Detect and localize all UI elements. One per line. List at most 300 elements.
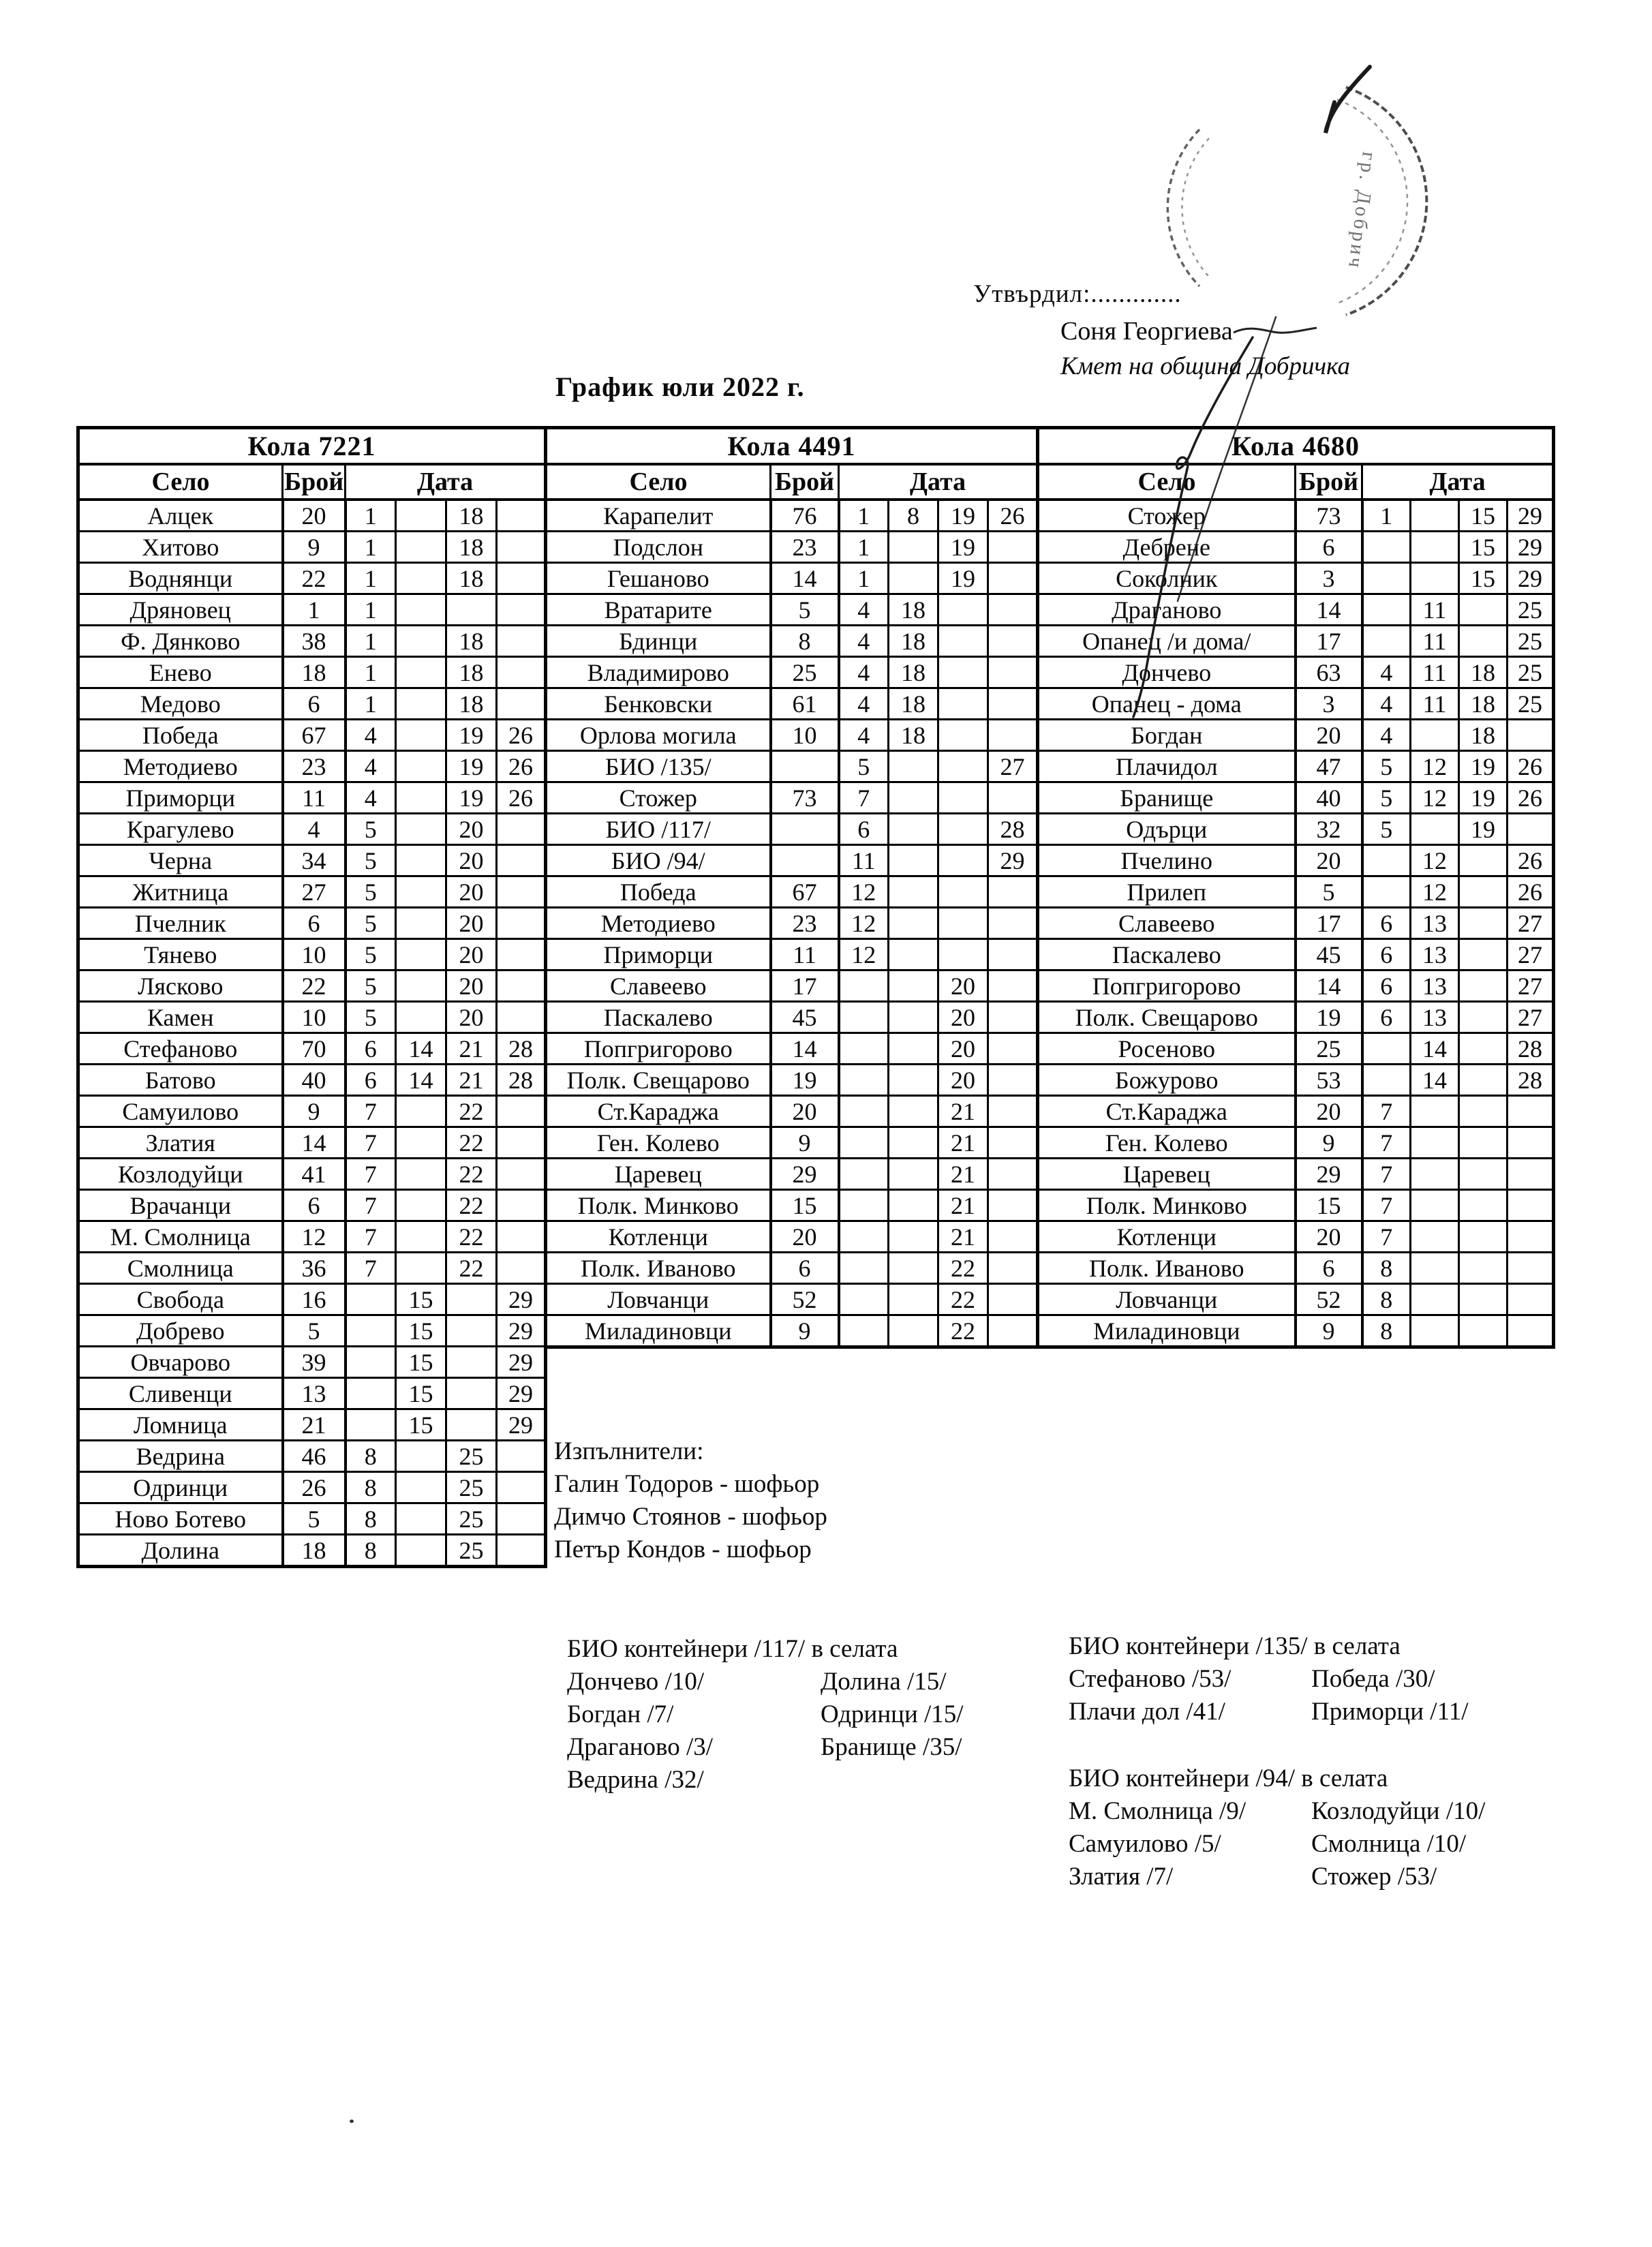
count-cell: 9 [1296, 1127, 1362, 1159]
table-header-row [546, 464, 1038, 500]
count-cell: 6 [1296, 532, 1362, 563]
village-cell: Овчарово [78, 1347, 283, 1378]
bio-column [1069, 1663, 1311, 1728]
approver-name: Соня Георгиева [1060, 317, 1233, 346]
date-cell [889, 1096, 938, 1127]
bio-column [821, 1666, 964, 1797]
count-cell: 10 [283, 1002, 346, 1033]
village-cell: Одърци [1038, 814, 1296, 845]
date-cell: 19 [1459, 782, 1508, 814]
date-cell [1459, 908, 1508, 939]
date-cell: 27 [1508, 1002, 1554, 1033]
date-cell: 7 [1362, 1190, 1411, 1221]
date-cell: 14 [1411, 1033, 1459, 1065]
village-cell: Камен [78, 1002, 283, 1033]
count-cell: 14 [771, 563, 839, 594]
count-cell: 23 [771, 908, 839, 939]
date-cell [396, 1190, 446, 1221]
village-cell: Алцек [78, 500, 283, 532]
date-cell [889, 970, 938, 1002]
stamp-left-arc-icon [1167, 129, 1199, 286]
date-cell [1459, 1127, 1508, 1159]
date-cell [839, 1096, 889, 1127]
table-row [1038, 845, 1554, 876]
count-cell: 20 [283, 500, 346, 532]
table-row [78, 782, 546, 814]
village-cell: БИО /135/ [546, 751, 771, 782]
date-cell: 15 [396, 1378, 446, 1409]
village-cell: Росеново [1038, 1033, 1296, 1065]
date-cell [497, 1535, 546, 1567]
date-cell [497, 908, 546, 939]
date-cell [497, 845, 546, 876]
date-cell: 26 [1508, 782, 1554, 814]
village-cell: Котленци [546, 1221, 771, 1253]
count-cell: 40 [1296, 782, 1362, 814]
village-cell: Полк. Минково [546, 1190, 771, 1221]
date-cell [346, 1315, 396, 1347]
table-row [546, 1253, 1038, 1284]
date-cell [1508, 1096, 1554, 1127]
bio-item: Драганово /3/ [567, 1733, 714, 1761]
date-cell: 22 [446, 1253, 497, 1284]
date-cell [1411, 1221, 1459, 1253]
date-cell: 8 [346, 1472, 396, 1503]
column-header-count: Брой [1296, 464, 1362, 500]
approver-title: Кмет на община Добричка [1060, 352, 1351, 380]
table-row [78, 845, 546, 876]
date-cell [988, 876, 1038, 908]
date-cell: 19 [938, 563, 988, 594]
date-cell [839, 1127, 889, 1159]
date-cell: 21 [938, 1096, 988, 1127]
date-cell [497, 688, 546, 720]
table-row [78, 814, 546, 845]
date-cell: 6 [1362, 1002, 1411, 1033]
village-cell: Ловчанци [1038, 1284, 1296, 1315]
date-cell: 11 [1411, 657, 1459, 688]
village-cell: Приморци [546, 939, 771, 970]
stamp-text: гр. Добрич [1343, 151, 1380, 272]
table-row [1038, 908, 1554, 939]
date-cell [1459, 1221, 1508, 1253]
date-cell: 19 [446, 782, 497, 814]
date-cell [938, 626, 988, 657]
date-cell: 1 [346, 594, 396, 626]
date-cell [446, 594, 497, 626]
date-cell [1459, 1284, 1508, 1315]
scan-speck [350, 2120, 354, 2123]
table-row [78, 1127, 546, 1159]
date-cell [988, 1127, 1038, 1159]
date-cell: 5 [346, 1002, 396, 1033]
table-row [78, 1221, 546, 1253]
date-cell: 22 [938, 1284, 988, 1315]
date-cell [497, 939, 546, 970]
date-cell: 18 [889, 594, 938, 626]
bio-column [1311, 1795, 1485, 1893]
executor-item: Галин Тодоров - шофьор [554, 1470, 820, 1498]
date-cell [938, 751, 988, 782]
date-cell [396, 751, 446, 782]
bio-columns [567, 1666, 964, 1797]
date-cell: 15 [1459, 532, 1508, 563]
date-cell [396, 688, 446, 720]
table-title-row [546, 428, 1038, 465]
village-cell: Стожер [1038, 500, 1296, 532]
date-cell [889, 1127, 938, 1159]
count-cell: 10 [771, 720, 839, 751]
date-cell [988, 1253, 1038, 1284]
village-cell: Стожер [546, 782, 771, 814]
date-cell [889, 845, 938, 876]
schedule-table-kola-4491 [544, 426, 1036, 1349]
count-cell: 76 [771, 500, 839, 532]
date-cell: 28 [1508, 1065, 1554, 1096]
date-cell [889, 939, 938, 970]
signature-underline-icon [1234, 328, 1317, 333]
date-cell [988, 970, 1038, 1002]
date-cell [988, 1159, 1038, 1190]
date-cell: 8 [1362, 1253, 1411, 1284]
date-cell [346, 1284, 396, 1315]
date-cell [396, 532, 446, 563]
count-cell: 5 [1296, 876, 1362, 908]
date-cell: 13 [1411, 970, 1459, 1002]
count-cell: 39 [283, 1347, 346, 1378]
village-cell: Козлодуйци [78, 1159, 283, 1190]
count-cell: 6 [771, 1253, 839, 1284]
village-cell: Методиево [546, 908, 771, 939]
date-cell: 19 [938, 500, 988, 532]
count-cell: 53 [1296, 1065, 1362, 1096]
date-cell [839, 970, 889, 1002]
village-cell: Бдинци [546, 626, 771, 657]
date-cell [889, 782, 938, 814]
bio-section-94 [1069, 1762, 1485, 1893]
count-cell: 11 [771, 939, 839, 970]
column-header-date: Дата [346, 464, 546, 500]
count-cell: 73 [771, 782, 839, 814]
table-row [78, 970, 546, 1002]
village-cell: М. Смолница [78, 1221, 283, 1253]
bio-item: Плачи дол /41/ [1069, 1698, 1225, 1726]
stamp-left-arc-inner-icon [1182, 138, 1209, 277]
date-cell [1411, 1096, 1459, 1127]
date-cell [1459, 1253, 1508, 1284]
village-cell: Славеево [1038, 908, 1296, 939]
column-header-date: Дата [1362, 464, 1554, 500]
table-row [78, 1159, 546, 1190]
date-cell [988, 1221, 1038, 1253]
village-cell: Прилеп [1038, 876, 1296, 908]
date-cell [1459, 876, 1508, 908]
date-cell [1459, 1065, 1508, 1096]
date-cell: 21 [446, 1033, 497, 1065]
date-cell [839, 1159, 889, 1190]
bio-columns [1069, 1663, 1468, 1728]
count-cell: 20 [1296, 1221, 1362, 1253]
table-row [1038, 1253, 1554, 1284]
table-row [78, 1002, 546, 1033]
village-cell: Методиево [78, 751, 283, 782]
bio-item: Стефаново /53/ [1069, 1665, 1232, 1693]
bio-item: Богдан /7/ [567, 1700, 674, 1728]
date-cell [1411, 532, 1459, 563]
date-cell [396, 876, 446, 908]
table-row [546, 814, 1038, 845]
date-cell [497, 657, 546, 688]
date-cell: 29 [988, 845, 1038, 876]
date-cell [1411, 814, 1459, 845]
bio-section-title: БИО контейнери /94/ в селата [1069, 1764, 1388, 1792]
date-cell: 1 [346, 500, 396, 532]
date-cell [1362, 532, 1411, 563]
date-cell: 19 [446, 720, 497, 751]
table-row [1038, 939, 1554, 970]
table-row [1038, 782, 1554, 814]
village-cell: Соколник [1038, 563, 1296, 594]
date-cell [1508, 1190, 1554, 1221]
date-cell [889, 563, 938, 594]
bio-item: Долина /15/ [821, 1668, 947, 1696]
date-cell [396, 1127, 446, 1159]
village-cell: Самуилово [78, 1096, 283, 1127]
date-cell: 29 [497, 1315, 546, 1347]
date-cell: 4 [1362, 688, 1411, 720]
date-cell [396, 814, 446, 845]
table-row [78, 594, 546, 626]
date-cell: 15 [396, 1315, 446, 1347]
date-cell [497, 1096, 546, 1127]
date-cell: 5 [346, 908, 396, 939]
count-cell: 5 [771, 594, 839, 626]
date-cell: 20 [446, 876, 497, 908]
date-cell: 28 [988, 814, 1038, 845]
date-cell [446, 1347, 497, 1378]
count-cell: 20 [771, 1221, 839, 1253]
date-cell: 28 [1508, 1033, 1554, 1065]
date-cell [396, 782, 446, 814]
date-cell: 5 [346, 939, 396, 970]
village-cell: Медово [78, 688, 283, 720]
column-header-count: Брой [283, 464, 346, 500]
date-cell: 27 [1508, 939, 1554, 970]
village-cell: Подслон [546, 532, 771, 563]
village-cell: Карапелит [546, 500, 771, 532]
table-row [78, 1535, 546, 1567]
column-header-count: Брой [771, 464, 839, 500]
date-cell [497, 1441, 546, 1472]
date-cell [396, 939, 446, 970]
date-cell: 18 [446, 688, 497, 720]
village-cell: Сливенци [78, 1378, 283, 1409]
date-cell [396, 1503, 446, 1535]
village-cell: Полк. Свещарово [1038, 1002, 1296, 1033]
date-cell: 13 [1411, 908, 1459, 939]
date-cell: 5 [346, 970, 396, 1002]
village-cell: Богдан [1038, 720, 1296, 751]
date-cell: 14 [396, 1033, 446, 1065]
count-cell: 19 [771, 1065, 839, 1096]
village-cell: Добрево [78, 1315, 283, 1347]
bio-section-117 [567, 1633, 964, 1797]
date-cell [1411, 563, 1459, 594]
date-cell [889, 751, 938, 782]
schedule-table [1036, 426, 1555, 1349]
date-cell: 7 [1362, 1096, 1411, 1127]
date-cell: 6 [1362, 939, 1411, 970]
bio-section-title: БИО контейнери /135/ в селата [1069, 1632, 1401, 1660]
table-row [546, 782, 1038, 814]
date-cell [938, 782, 988, 814]
date-cell: 7 [1362, 1127, 1411, 1159]
date-cell: 29 [1508, 563, 1554, 594]
table-row [1038, 1190, 1554, 1221]
date-cell: 4 [1362, 720, 1411, 751]
date-cell [839, 1065, 889, 1096]
date-cell [938, 688, 988, 720]
village-cell: Владимирово [546, 657, 771, 688]
date-cell: 25 [1508, 657, 1554, 688]
bio-item: М. Смолница /9/ [1069, 1797, 1246, 1825]
schedule-table-kola-4680 [1036, 426, 1552, 1349]
date-cell: 7 [1362, 1159, 1411, 1190]
date-cell [396, 1096, 446, 1127]
table-row [78, 1347, 546, 1378]
date-cell [1362, 1033, 1411, 1065]
table-row [1038, 563, 1554, 594]
village-cell: Приморци [78, 782, 283, 814]
date-cell [938, 814, 988, 845]
date-cell: 7 [346, 1096, 396, 1127]
date-cell: 4 [1362, 657, 1411, 688]
date-cell: 8 [346, 1441, 396, 1472]
date-cell [497, 876, 546, 908]
date-cell: 28 [497, 1065, 546, 1096]
date-cell [889, 876, 938, 908]
date-cell [889, 1159, 938, 1190]
table-row [78, 500, 546, 532]
village-cell: Полк. Иваново [546, 1253, 771, 1284]
table-row [78, 720, 546, 751]
village-cell: Смолница [78, 1253, 283, 1284]
date-cell [396, 1002, 446, 1033]
bio-section-title: БИО контейнери /117/ в селата [567, 1635, 898, 1663]
date-cell: 19 [1459, 751, 1508, 782]
date-cell: 8 [889, 500, 938, 532]
table-row [78, 1033, 546, 1065]
date-cell: 18 [889, 626, 938, 657]
bio-item: Бранище /35/ [821, 1733, 962, 1761]
date-cell [988, 657, 1038, 688]
count-cell: 67 [283, 720, 346, 751]
bio-item: Одринци /15/ [821, 1700, 964, 1728]
count-cell: 20 [1296, 1096, 1362, 1127]
count-cell: 11 [283, 782, 346, 814]
village-cell: Врачанци [78, 1190, 283, 1221]
date-cell: 14 [1411, 1065, 1459, 1096]
date-cell: 5 [346, 814, 396, 845]
date-cell: 12 [1411, 782, 1459, 814]
village-cell: Дончево [1038, 657, 1296, 688]
pen-flourish-icon [1326, 67, 1370, 133]
count-cell: 6 [283, 1190, 346, 1221]
village-cell: Ново Ботево [78, 1503, 283, 1535]
date-cell: 22 [938, 1253, 988, 1284]
village-cell: Миладиновци [1038, 1315, 1296, 1347]
table-row [546, 1002, 1038, 1033]
date-cell [839, 1253, 889, 1284]
bio-column [1311, 1663, 1468, 1728]
date-cell: 12 [1411, 751, 1459, 782]
table-title-row [1038, 428, 1554, 465]
date-cell [1362, 876, 1411, 908]
date-cell: 5 [1362, 782, 1411, 814]
date-cell [1411, 1127, 1459, 1159]
table-row [546, 720, 1038, 751]
count-cell: 5 [283, 1503, 346, 1535]
date-cell: 8 [1362, 1284, 1411, 1315]
date-cell [988, 1190, 1038, 1221]
count-cell: 9 [1296, 1315, 1362, 1347]
village-cell: Дебрене [1038, 532, 1296, 563]
date-cell: 7 [346, 1159, 396, 1190]
table-row [546, 1096, 1038, 1127]
date-cell [396, 970, 446, 1002]
date-cell [1459, 626, 1508, 657]
date-cell [497, 1472, 546, 1503]
date-cell [938, 657, 988, 688]
count-cell: 6 [283, 688, 346, 720]
count-cell: 6 [283, 908, 346, 939]
date-cell [396, 1253, 446, 1284]
date-cell: 1 [346, 563, 396, 594]
date-cell [446, 1284, 497, 1315]
count-cell [771, 845, 839, 876]
count-cell: 63 [1296, 657, 1362, 688]
count-cell: 61 [771, 688, 839, 720]
village-cell: Лясково [78, 970, 283, 1002]
village-cell: Попгригорово [1038, 970, 1296, 1002]
count-cell: 14 [771, 1033, 839, 1065]
date-cell: 1 [346, 688, 396, 720]
date-cell [889, 1033, 938, 1065]
column-header-village: Село [546, 464, 771, 500]
count-cell: 16 [283, 1284, 346, 1315]
count-cell: 17 [1296, 626, 1362, 657]
date-cell: 18 [1459, 688, 1508, 720]
executor-item: Димчо Стоянов - шофьор [554, 1503, 827, 1531]
date-cell: 12 [839, 939, 889, 970]
table-row [546, 1033, 1038, 1065]
count-cell: 34 [283, 845, 346, 876]
village-cell: Воднянци [78, 563, 283, 594]
table-row [78, 876, 546, 908]
date-cell: 22 [446, 1159, 497, 1190]
village-cell: Бранище [1038, 782, 1296, 814]
count-cell: 29 [771, 1159, 839, 1190]
date-cell: 11 [1411, 594, 1459, 626]
approved-label: Утвърдил:............. [973, 280, 1182, 308]
date-cell [346, 1347, 396, 1378]
date-cell [839, 1002, 889, 1033]
date-cell [889, 1253, 938, 1284]
date-cell [497, 1221, 546, 1253]
bio-item: Смолница /10/ [1311, 1830, 1467, 1858]
date-cell: 21 [938, 1159, 988, 1190]
date-cell: 1 [346, 657, 396, 688]
